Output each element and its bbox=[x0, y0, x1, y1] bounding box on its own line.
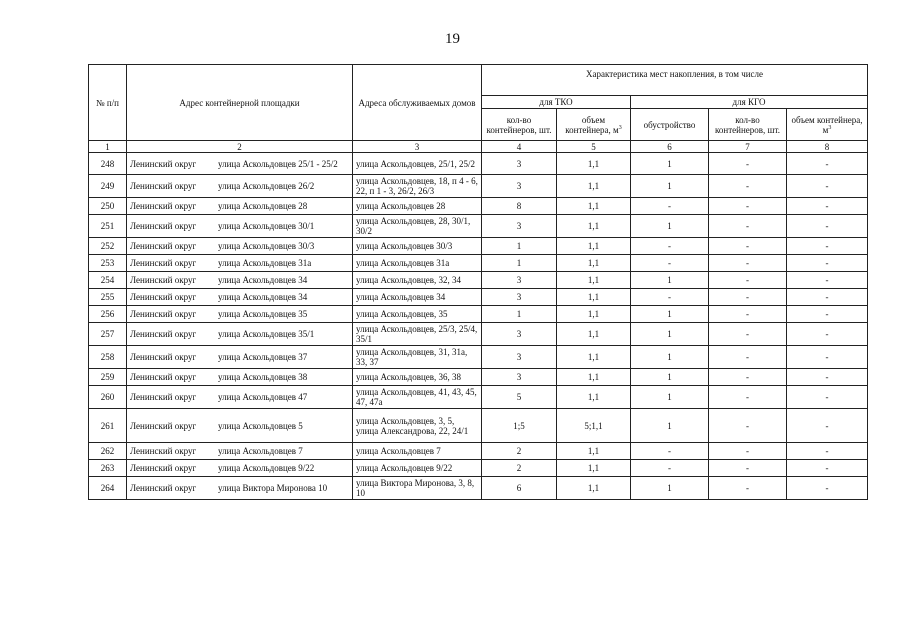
arrangement-cell: - bbox=[631, 198, 709, 215]
arrangement-cell: 1 bbox=[631, 369, 709, 386]
site-street: улица Аскольдовцев 31а bbox=[218, 258, 312, 268]
table-row bbox=[89, 409, 868, 443]
kgo-count-cell: - bbox=[709, 477, 787, 500]
kgo-count-cell: - bbox=[709, 215, 787, 238]
kgo-volume-cell: - bbox=[787, 346, 868, 369]
district: Ленинский округ bbox=[130, 483, 197, 493]
tko-count-cell: 3 bbox=[482, 272, 557, 289]
site-street: улица Аскольдовцев 5 bbox=[218, 420, 303, 431]
tko-volume-cell: 1,1 bbox=[557, 289, 631, 306]
tko-count-cell: 6 bbox=[482, 477, 557, 500]
site-address-cell bbox=[127, 238, 353, 255]
table-row bbox=[89, 198, 868, 215]
tko-count-cell: 3 bbox=[482, 323, 557, 346]
district: Ленинский округ bbox=[130, 352, 197, 362]
district: Ленинский округ bbox=[130, 201, 197, 211]
kgo-volume-cell: - bbox=[787, 409, 868, 443]
kgo-count-cell: - bbox=[709, 460, 787, 477]
row-number: 252 bbox=[89, 238, 127, 255]
kgo-volume-cell: - bbox=[787, 238, 868, 255]
header-tko: для ТКО bbox=[482, 96, 631, 109]
kgo-count-cell: - bbox=[709, 443, 787, 460]
tko-count-cell: 3 bbox=[482, 346, 557, 369]
site-street: улица Аскольдовцев 35/1 bbox=[218, 329, 315, 339]
kgo-count-cell: - bbox=[709, 272, 787, 289]
kgo-count-cell: - bbox=[709, 386, 787, 409]
table-row bbox=[89, 289, 868, 306]
site-address-cell bbox=[127, 289, 353, 306]
tko-count-cell: 2 bbox=[482, 443, 557, 460]
district: Ленинский округ bbox=[130, 329, 197, 339]
kgo-count-cell: - bbox=[709, 306, 787, 323]
kgo-volume-cell: - bbox=[787, 386, 868, 409]
kgo-volume-cell: - bbox=[787, 323, 868, 346]
kgo-volume-cell: - bbox=[787, 198, 868, 215]
arrangement-cell: 1 bbox=[631, 346, 709, 369]
tko-volume-cell: 1,1 bbox=[557, 175, 631, 198]
served-houses-cell: улица Аскольдовцев 7 bbox=[353, 443, 482, 460]
arrangement-cell: - bbox=[631, 238, 709, 255]
arrangement-cell: - bbox=[631, 255, 709, 272]
site-address-cell bbox=[127, 369, 353, 386]
table-row bbox=[89, 153, 868, 175]
site-address-cell bbox=[127, 153, 353, 175]
row-number: 261 bbox=[89, 409, 127, 443]
site-street: улица Аскольдовцев 7 bbox=[218, 446, 303, 456]
served-houses-cell: улица Аскольдовцев, 36, 38 bbox=[353, 369, 482, 386]
header-site-address: Адрес контейнерной площадки bbox=[127, 65, 353, 141]
served-houses-cell: улица Аскольдовцев 31а bbox=[353, 255, 482, 272]
kgo-volume-cell: - bbox=[787, 175, 868, 198]
district: Ленинский округ bbox=[130, 258, 197, 268]
kgo-volume-cell: - bbox=[787, 289, 868, 306]
tko-count-cell: 1;5 bbox=[482, 409, 557, 443]
tko-count-cell: 8 bbox=[482, 198, 557, 215]
site-street: улица Аскольдовцев 47 bbox=[218, 392, 308, 402]
kgo-volume-cell: - bbox=[787, 272, 868, 289]
tko-count-cell: 3 bbox=[482, 175, 557, 198]
tko-volume-cell: 5;1,1 bbox=[557, 409, 631, 443]
tko-volume-cell: 1,1 bbox=[557, 460, 631, 477]
district: Ленинский округ bbox=[130, 463, 197, 473]
tko-count-cell: 3 bbox=[482, 153, 557, 175]
served-houses-cell: улица Аскольдовцев, 32, 34 bbox=[353, 272, 482, 289]
arrangement-cell: 1 bbox=[631, 477, 709, 500]
header-kgo-count: кол-во контейнеров, шт. bbox=[709, 109, 787, 141]
tko-count-cell: 3 bbox=[482, 215, 557, 238]
tko-volume-cell: 1,1 bbox=[557, 198, 631, 215]
kgo-count-cell: - bbox=[709, 346, 787, 369]
district: Ленинский округ bbox=[130, 392, 197, 402]
column-number: 5 bbox=[557, 141, 631, 153]
site-street: улица Аскольдовцев 26/2 bbox=[218, 181, 315, 191]
tko-volume-cell: 1,1 bbox=[557, 255, 631, 272]
arrangement-cell: 1 bbox=[631, 175, 709, 198]
row-number: 256 bbox=[89, 306, 127, 323]
arrangement-cell: 1 bbox=[631, 323, 709, 346]
page-number: 19 bbox=[445, 31, 460, 47]
tko-count-cell: 1 bbox=[482, 238, 557, 255]
district: Ленинский округ bbox=[130, 420, 197, 431]
district: Ленинский округ bbox=[130, 158, 197, 169]
kgo-volume-cell: - bbox=[787, 255, 868, 272]
served-houses-cell: улица Аскольдовцев 30/3 bbox=[353, 238, 482, 255]
tko-count-cell: 2 bbox=[482, 460, 557, 477]
row-number: 259 bbox=[89, 369, 127, 386]
site-address-cell bbox=[127, 477, 353, 500]
site-street: улица Аскольдовцев 35 bbox=[218, 309, 308, 319]
site-address-cell bbox=[127, 175, 353, 198]
arrangement-cell: 1 bbox=[631, 409, 709, 443]
row-number: 262 bbox=[89, 443, 127, 460]
served-houses-cell: улица Аскольдовцев, 31, 31а, 33, 37 bbox=[353, 346, 482, 369]
header-tko-count: кол-во контейнеров, шт. bbox=[482, 109, 557, 141]
kgo-count-cell: - bbox=[709, 238, 787, 255]
arrangement-cell: - bbox=[631, 460, 709, 477]
tko-volume-cell: 1,1 bbox=[557, 272, 631, 289]
tko-volume-cell: 1,1 bbox=[557, 238, 631, 255]
tko-count-cell: 1 bbox=[482, 255, 557, 272]
served-houses-cell: улица Аскольдовцев, 41, 43, 45, 47, 47а bbox=[353, 386, 482, 409]
site-address-cell bbox=[127, 386, 353, 409]
table-row bbox=[89, 255, 868, 272]
arrangement-cell: 1 bbox=[631, 153, 709, 175]
served-houses-cell: улица Аскольдовцев, 28, 30/1, 30/2 bbox=[353, 215, 482, 238]
kgo-count-cell: - bbox=[709, 369, 787, 386]
kgo-count-cell: - bbox=[709, 409, 787, 443]
site-street: улица Аскольдовцев 37 bbox=[218, 352, 308, 362]
tko-volume-cell: 1,1 bbox=[557, 386, 631, 409]
arrangement-cell: 1 bbox=[631, 272, 709, 289]
table-row bbox=[89, 369, 868, 386]
site-street: улица Аскольдовцев 30/3 bbox=[218, 241, 315, 251]
tko-count-cell: 1 bbox=[482, 306, 557, 323]
site-street: улица Аскольдовцев 9/22 bbox=[218, 463, 315, 473]
site-address-cell bbox=[127, 460, 353, 477]
header-kgo-volume: объем контейнера, $м^3$ bbox=[787, 109, 868, 141]
kgo-volume-cell: - bbox=[787, 460, 868, 477]
site-address-cell bbox=[127, 346, 353, 369]
district: Ленинский округ bbox=[130, 221, 197, 231]
column-number: 8 bbox=[787, 141, 868, 153]
kgo-count-cell: - bbox=[709, 323, 787, 346]
kgo-volume-cell: - bbox=[787, 215, 868, 238]
served-houses-cell: улица Аскольдовцев, 25/1, 25/2 bbox=[353, 153, 482, 175]
row-number: 264 bbox=[89, 477, 127, 500]
header-characteristics: Характеристика мест накопления, в том числе bbox=[482, 65, 868, 96]
table-row bbox=[89, 175, 868, 198]
column-number: 3 bbox=[353, 141, 482, 153]
served-houses-cell: улица Аскольдовцев, 35 bbox=[353, 306, 482, 323]
arrangement-cell: - bbox=[631, 443, 709, 460]
tko-volume-cell: 1,1 bbox=[557, 153, 631, 175]
row-number: 249 bbox=[89, 175, 127, 198]
district: Ленинский округ bbox=[130, 241, 197, 251]
site-address-cell bbox=[127, 198, 353, 215]
site-street: улица Аскольдовцев 34 bbox=[218, 275, 308, 285]
row-number: 255 bbox=[89, 289, 127, 306]
served-houses-cell: улица Аскольдовцев, 3, 5, улица Александрова, 22, 24/1 bbox=[353, 409, 482, 443]
tko-volume-cell: 1,1 bbox=[557, 443, 631, 460]
site-address-cell bbox=[127, 215, 353, 238]
header-num: № п/п bbox=[89, 65, 127, 141]
served-houses-cell: улица Виктора Миронова, 3, 8, 10 bbox=[353, 477, 482, 500]
table-row bbox=[89, 460, 868, 477]
tko-volume-cell: 1,1 bbox=[557, 306, 631, 323]
row-number: 263 bbox=[89, 460, 127, 477]
site-street: улица Аскольдовцев 30/1 bbox=[218, 221, 315, 231]
arrangement-cell: - bbox=[631, 289, 709, 306]
kgo-count-cell: - bbox=[709, 289, 787, 306]
tko-volume-cell: 1,1 bbox=[557, 477, 631, 500]
kgo-count-cell: - bbox=[709, 198, 787, 215]
row-number: 253 bbox=[89, 255, 127, 272]
kgo-count-cell: - bbox=[709, 153, 787, 175]
district: Ленинский округ bbox=[130, 309, 197, 319]
kgo-volume-cell: - bbox=[787, 369, 868, 386]
kgo-count-cell: - bbox=[709, 175, 787, 198]
table-row bbox=[89, 306, 868, 323]
tko-count-cell: 3 bbox=[482, 289, 557, 306]
site-address-cell bbox=[127, 306, 353, 323]
tko-count-cell: 3 bbox=[482, 369, 557, 386]
district: Ленинский округ bbox=[130, 181, 197, 191]
site-address-cell bbox=[127, 409, 353, 443]
kgo-volume-cell: - bbox=[787, 477, 868, 500]
served-houses-cell: улица Аскольдовцев 9/22 bbox=[353, 460, 482, 477]
tko-volume-cell: 1,1 bbox=[557, 369, 631, 386]
site-street: улица Виктора Миронова 10 bbox=[218, 483, 328, 493]
kgo-count-cell: - bbox=[709, 255, 787, 272]
header-arrangement: обустройство bbox=[631, 109, 709, 141]
row-number: 258 bbox=[89, 346, 127, 369]
kgo-volume-cell: - bbox=[787, 306, 868, 323]
table-row bbox=[89, 477, 868, 500]
site-street: улица Аскольдовцев 38 bbox=[218, 372, 308, 382]
tko-volume-cell: 1,1 bbox=[557, 215, 631, 238]
header-kgo: для КГО bbox=[631, 96, 868, 109]
site-street: улица Аскольдовцев 25/1 - 25/2 bbox=[218, 158, 338, 169]
site-street: улица Аскольдовцев 34 bbox=[218, 292, 308, 302]
site-address-cell bbox=[127, 272, 353, 289]
row-number: 260 bbox=[89, 386, 127, 409]
arrangement-cell: 1 bbox=[631, 386, 709, 409]
column-number: 1 bbox=[89, 141, 127, 153]
table-row bbox=[89, 443, 868, 460]
row-number: 248 bbox=[89, 153, 127, 175]
table-row bbox=[89, 238, 868, 255]
site-address-cell bbox=[127, 443, 353, 460]
site-address-cell bbox=[127, 255, 353, 272]
district: Ленинский округ bbox=[130, 292, 197, 302]
arrangement-cell: 1 bbox=[631, 306, 709, 323]
district: Ленинский округ bbox=[130, 446, 197, 456]
kgo-volume-cell: - bbox=[787, 443, 868, 460]
column-number: 7 bbox=[709, 141, 787, 153]
row-number: 257 bbox=[89, 323, 127, 346]
column-numbers-row bbox=[89, 141, 868, 153]
table-row bbox=[89, 272, 868, 289]
served-houses-cell: улица Аскольдовцев, 25/3, 25/4, 35/1 bbox=[353, 323, 482, 346]
row-number: 250 bbox=[89, 198, 127, 215]
row-number: 254 bbox=[89, 272, 127, 289]
kgo-volume-cell: - bbox=[787, 153, 868, 175]
table-row bbox=[89, 386, 868, 409]
container-sites-table bbox=[88, 64, 868, 500]
table-row bbox=[89, 323, 868, 346]
site-street: улица Аскольдовцев 28 bbox=[218, 201, 308, 211]
served-houses-cell: улица Аскольдовцев 28 bbox=[353, 198, 482, 215]
header-tko-volume: объем контейнера, $м^3$ bbox=[557, 109, 631, 141]
column-number: 4 bbox=[482, 141, 557, 153]
site-address-cell bbox=[127, 323, 353, 346]
column-number: 2 bbox=[127, 141, 353, 153]
table-row bbox=[89, 215, 868, 238]
table-row bbox=[89, 346, 868, 369]
header-served-houses: Адреса обслуживаемых домов bbox=[353, 65, 482, 141]
column-number: 6 bbox=[631, 141, 709, 153]
arrangement-cell: 1 bbox=[631, 215, 709, 238]
tko-count-cell: 5 bbox=[482, 386, 557, 409]
served-houses-cell: улица Аскольдовцев 34 bbox=[353, 289, 482, 306]
tko-volume-cell: 1,1 bbox=[557, 346, 631, 369]
district: Ленинский округ bbox=[130, 275, 197, 285]
row-number: 251 bbox=[89, 215, 127, 238]
tko-volume-cell: 1,1 bbox=[557, 323, 631, 346]
served-houses-cell: улица Аскольдовцев, 18, п 4 - 6, 22, п 1 - 3, 26/2, 26/3 bbox=[353, 175, 482, 198]
district: Ленинский округ bbox=[130, 372, 197, 382]
